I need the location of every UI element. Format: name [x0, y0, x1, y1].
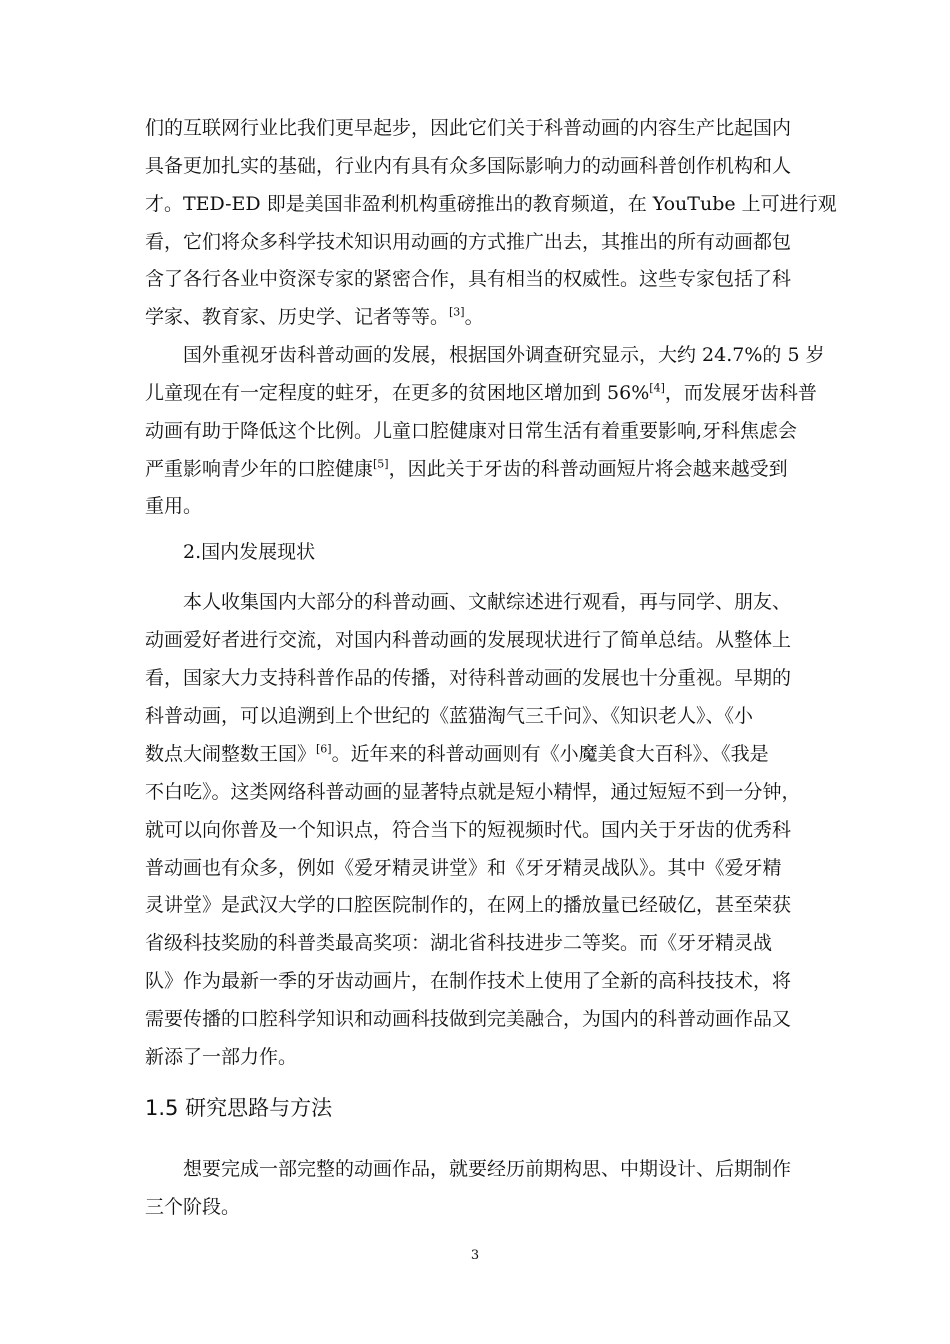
paragraph-line: 才。TED-ED 即是美国非盈利机构重磅推出的教育频道，在 YouTube 上可进行观: [145, 193, 837, 215]
line-text: 。近年来的科普动画则有《小魔美食大百科》、《我是: [331, 743, 769, 765]
line-text: 严重影响青少年的口腔健康: [145, 458, 374, 480]
line-text: ，因此关于牙齿的科普动画短片将会越来越受到: [388, 458, 788, 480]
citation-ref: [5]: [373, 457, 389, 471]
paragraph-line: [145, 381, 817, 405]
paragraph-line: 队》作为最新一季的牙齿动画片，在制作技术上使用了全新的高科技技术，将: [145, 970, 792, 992]
paragraph-line: 动画爱好者进行交流，对国内科普动画的发展现状进行了简单总结。从整体上: [145, 629, 792, 651]
line-text: 学家、教育家、历史学、记者等等。: [145, 306, 450, 328]
page-number: 3: [470, 1248, 480, 1263]
paragraph-line: [145, 742, 769, 766]
section-heading: 1.5 研究思路与方法: [145, 1096, 333, 1120]
paragraph-line: 想要完成一部完整的动画作品，就要经历前期构思、中期设计、后期制作: [183, 1158, 792, 1180]
paragraph-line: [145, 305, 484, 329]
line-text: 数点大闹整数王国》: [145, 743, 317, 765]
citation-ref: [6]: [316, 742, 332, 756]
paragraph-line: 动画有助于降低这个比例。儿童口腔健康对日常生活有着重要影响,牙科焦虑会: [145, 420, 798, 442]
paragraph-line: 新添了一部力作。: [145, 1046, 298, 1068]
citation-ref: [3]: [449, 305, 465, 319]
paragraph-line: 看，它们将众多科学技术知识用动画的方式推广出去，其推出的所有动画都包: [145, 231, 792, 253]
paragraph-line: 灵讲堂》是武汉大学的口腔医院制作的，在网上的播放量已经破亿，甚至荣获: [145, 894, 792, 916]
paragraph-line: 们的互联网行业比我们更早起步，因此它们关于科普动画的内容生产比起国内: [145, 117, 792, 139]
paragraph-line: 科普动画，可以追溯到上个世纪的《蓝猫淘气三千问》、《知识老人》、《小: [145, 705, 754, 727]
line-text: ，而发展牙齿科普: [664, 382, 817, 404]
paragraph-line: 重用。: [145, 495, 203, 517]
paragraph-line: 三个阶段。: [145, 1196, 241, 1218]
paragraph-line: 本人收集国内大部分的科普动画、文献综述进行观看，再与同学、朋友、: [183, 591, 792, 613]
paragraph-line: 含了各行各业中资深专家的紧密合作，具有相当的权威性。这些专家包括了科: [145, 268, 792, 290]
paragraph-line: 需要传播的口腔科学知识和动画科技做到完美融合，为国内的科普动画作品又: [145, 1008, 792, 1030]
paragraph-line: 不白吃》。这类网络科普动画的显著特点就是短小精悍，通过短短不到一分钟，: [145, 781, 801, 803]
paragraph-line: [145, 457, 788, 481]
line-text: 。: [464, 306, 484, 328]
line-text: 儿童现在有一定程度的蛀牙，在更多的贫困地区增加到 56%: [145, 382, 650, 404]
paragraph-line: 就可以向你普及一个知识点，符合当下的短视频时代。国内关于牙齿的优秀科: [145, 819, 792, 841]
subheading: 2.国内发展现状: [183, 541, 316, 563]
paragraph-line: 看，国家大力支持科普作品的传播，对待科普动画的发展也十分重视。早期的: [145, 667, 792, 689]
paragraph-line: 普动画也有众多，例如《爱牙精灵讲堂》和《牙牙精灵战队》。其中《爱牙精: [145, 857, 782, 879]
paragraph-line: 省级科技奖励的科普类最高奖项：湖北省科技进步二等奖。而《牙牙精灵战: [145, 932, 773, 954]
paragraph-line: 具备更加扎实的基础，行业内有具有众多国际影响力的动画科普创作机构和人: [145, 155, 792, 177]
citation-ref: [4]: [649, 381, 665, 395]
paragraph-line: 国外重视牙齿科普动画的发展，根据国外调查研究显示，大约 24.7%的 5 岁: [183, 344, 825, 366]
